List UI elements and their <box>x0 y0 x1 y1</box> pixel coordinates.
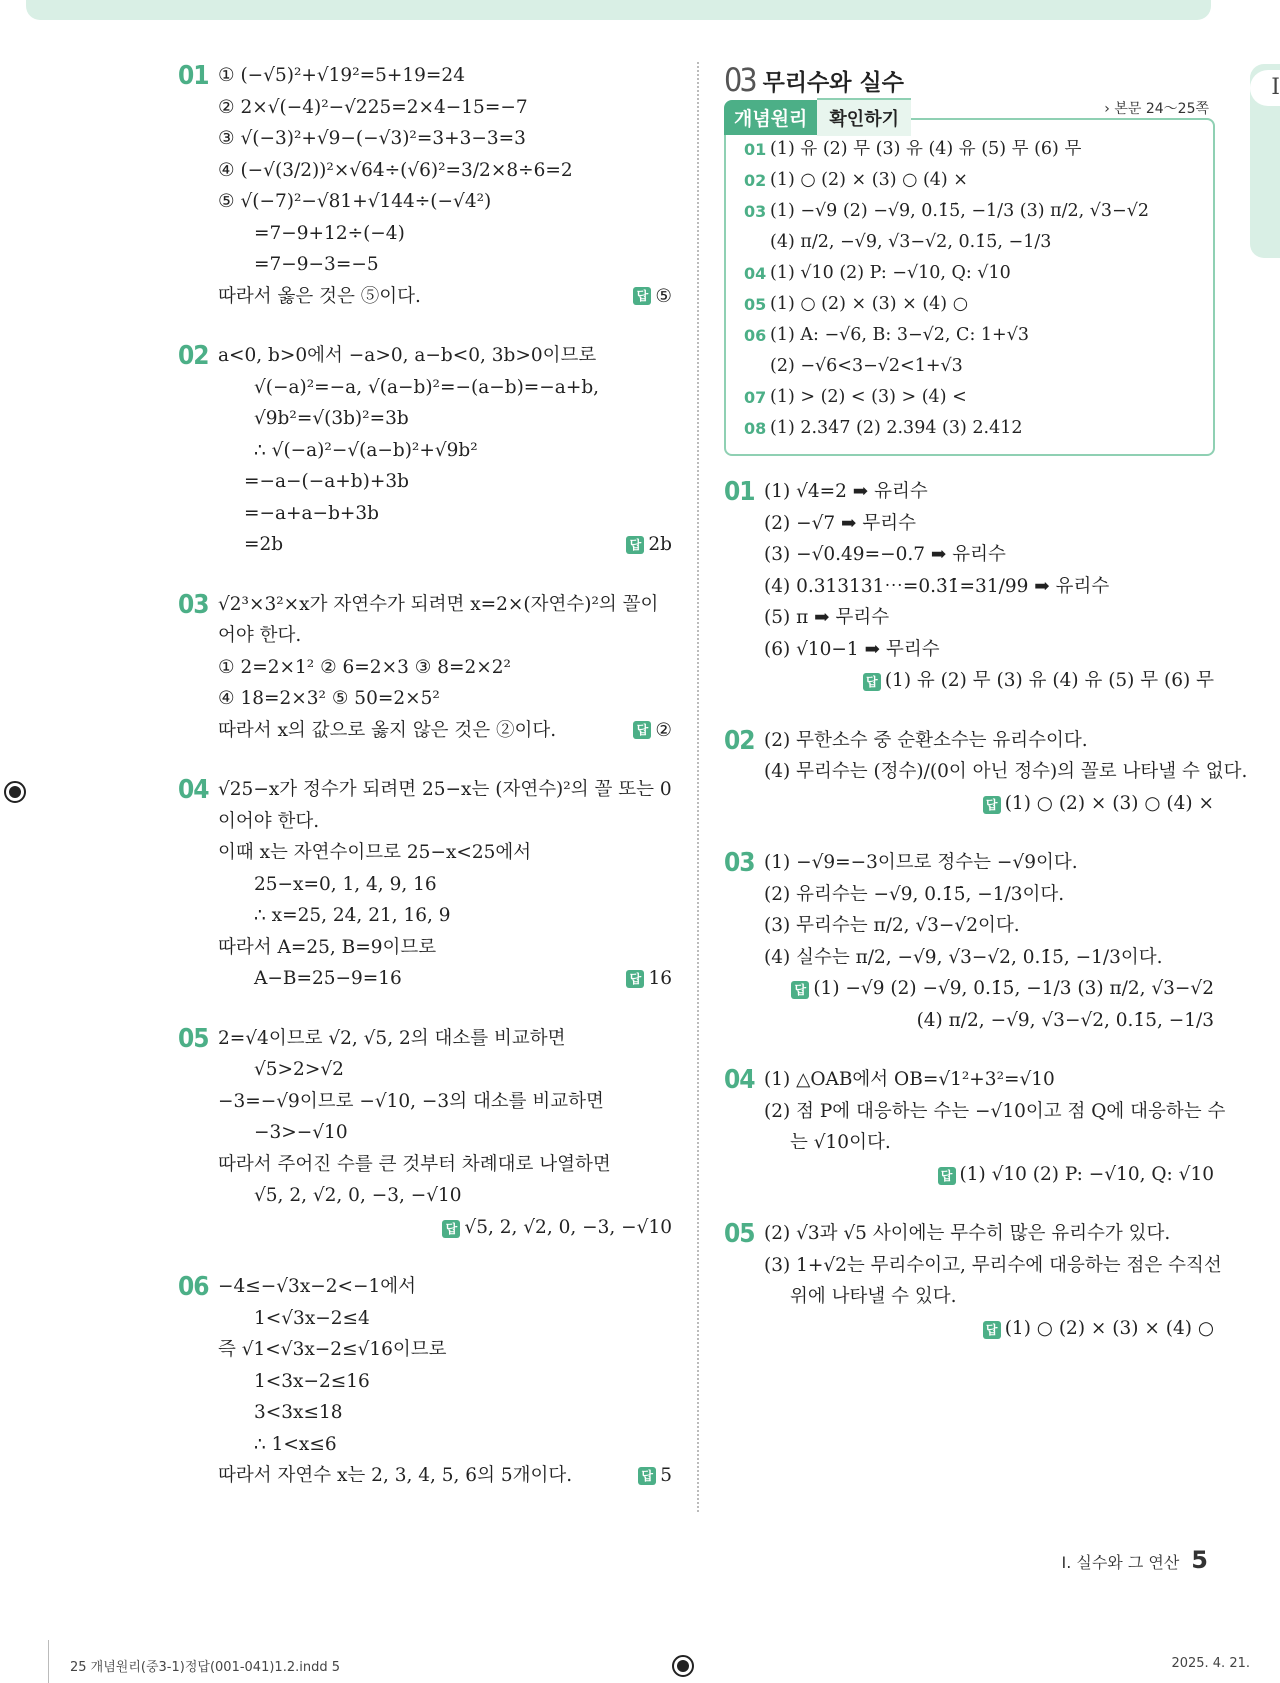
solution-line: ① 2=2×1² ② 6=2×3 ③ 8=2×2² <box>218 656 511 678</box>
page-number: 5 <box>1191 1546 1208 1574</box>
solution-line: √25−x가 정수가 되려면 25−x는 (자연수)²의 꼴 또는 0 <box>218 779 672 800</box>
answer-value: (1) ○ (2) × (3) × (4) ○ <box>1004 1317 1214 1339</box>
section-title <box>724 60 1214 100</box>
problem-number: 01 <box>178 61 209 91</box>
problem-number: 02 <box>724 725 755 756</box>
answer <box>626 963 672 995</box>
box-item-number <box>744 351 770 382</box>
box-item-text: (1) ○ (2) × (3) ○ (4) × <box>770 170 968 190</box>
answer-line <box>764 1005 1214 1037</box>
answer <box>633 281 672 313</box>
chapter-footer <box>1061 1546 1208 1574</box>
chapter-name: Ⅰ. 실수와 그 연산 <box>1061 1553 1180 1572</box>
solution-line: (4) 실수는 π/2, −√9, √3−√2, 0.1̇5̇, −1/3이다. <box>764 946 1163 968</box>
solution-line: =2b <box>244 534 284 555</box>
problem <box>178 1271 672 1492</box>
registration-mark-icon <box>4 781 26 803</box>
box-item-text: (1) 유 (2) 무 (3) 유 (4) 유 (5) 무 (6) 무 <box>770 139 1082 159</box>
solution-line: 따라서 자연수 x는 2, 3, 4, 5, 6의 5개이다. <box>218 1465 573 1486</box>
answer-icon: 답 <box>626 536 644 554</box>
solution-line: =−a−(−a+b)+3b <box>244 471 409 492</box>
answer-row <box>218 529 672 561</box>
answer-row <box>218 1460 672 1492</box>
answer-value: ② <box>655 719 672 741</box>
answer <box>626 529 672 561</box>
answer-value: 2b <box>648 534 672 555</box>
chapter-tab-label: Ⅰ <box>1250 70 1280 106</box>
answer-row <box>218 281 672 313</box>
solution-line: ∴ x=25, 24, 21, 16, 9 <box>254 905 451 926</box>
problem-number: 04 <box>178 775 209 805</box>
solution-line: (4) 무리수는 (정수)/(0이 아닌 정수)의 꼴로 나타낼 수 없다. <box>764 761 1248 782</box>
problem <box>724 847 1214 1036</box>
problem-body <box>724 1064 1226 1190</box>
solution-line: √9b²=√(3b)²=3b <box>254 408 409 429</box>
solution-line: √5>2>√2 <box>254 1059 344 1080</box>
answer-line <box>764 665 1214 697</box>
solution-line: (3) 1+√2는 무리수이고, 무리수에 대응하는 점은 수직선 <box>764 1254 1222 1276</box>
problem-body <box>178 60 672 312</box>
solution-line: (1) √4=2 ➡ 유리수 <box>764 481 928 502</box>
answer-icon: 답 <box>638 1467 656 1485</box>
solution-line: (4) 0.313131⋯=0.3̇1̇=31/99 ➡ 유리수 <box>764 575 1110 597</box>
answer-icon: 답 <box>626 970 644 988</box>
answer-icon: 답 <box>863 673 881 691</box>
section-number: 03 <box>724 61 755 99</box>
problem-body <box>724 476 1214 697</box>
solution-line: 따라서 A=25, B=9이므로 <box>218 936 437 958</box>
problem-number: 03 <box>178 589 209 620</box>
solution-line: −3>−√10 <box>254 1122 348 1143</box>
solution-line: √2³×3²×x가 자연수가 되려면 x=2×(자연수)²의 꼴이 <box>218 593 659 615</box>
problem-body <box>178 340 672 561</box>
solution-line: (1) −√9=−3이므로 정수는 −√9이다. <box>764 852 1078 873</box>
registration-mark-icon <box>672 1655 694 1677</box>
solution-line: −4≤−√3x−2<−1에서 <box>218 1276 417 1297</box>
box-item-text: (1) 2.347 (2) 2.394 (3) 2.412 <box>770 418 1023 438</box>
solution-line: (2) √3과 √5 사이에는 무수히 많은 유리수가 있다. <box>764 1223 1171 1244</box>
problem-body <box>724 1218 1222 1344</box>
solution-line: (2) 무한소수 중 순환소수는 유리수이다. <box>764 729 1088 751</box>
answer-icon: 답 <box>633 721 651 739</box>
problem <box>724 476 1214 697</box>
box-item-text: (2) −√6<3−√2<1+√3 <box>770 356 963 376</box>
box-tag-check: 확인하기 <box>817 98 911 136</box>
box-item-text: (1) √10 (2) P: −√10, Q: √10 <box>770 263 1011 283</box>
box-item-number: 05 <box>744 295 767 314</box>
solution-line: 3<3x≤18 <box>254 1402 343 1423</box>
box-item-number: 02 <box>744 171 767 190</box>
solution-line: (3) 무리수는 π/2, √3−√2이다. <box>764 915 1020 936</box>
box-item <box>744 196 1199 227</box>
answer-line <box>764 973 1214 1005</box>
solution-line: ⑤ √(−7)²−√81+√144÷(−√4²) <box>218 191 492 212</box>
answer-icon: 답 <box>983 1321 1001 1339</box>
solution-line: 이때 x는 자연수이므로 25−x<25에서 <box>218 842 532 863</box>
problem <box>724 1064 1226 1190</box>
solution-line: 위에 나타낼 수 있다. <box>790 1286 957 1307</box>
problem <box>724 1218 1222 1344</box>
problem <box>178 1023 672 1244</box>
solution-line: −3=−√9이므로 −√10, −3의 대소를 비교하면 <box>218 1090 604 1112</box>
solution-line: 2=√4이므로 √2, √5, 2의 대소를 비교하면 <box>218 1027 566 1049</box>
box-item <box>744 289 1199 320</box>
solution-line: 1<√3x−2≤4 <box>254 1307 370 1329</box>
answer-value: 16 <box>648 968 672 989</box>
solution-line: ④ 18=2×3² ⑤ 50=2×5² <box>218 688 440 709</box>
answer-value: ⑤ <box>655 285 672 307</box>
problem <box>178 60 672 312</box>
solution-line: (2) 유리수는 −√9, 0.1̇5̇, −1/3이다. <box>764 883 1065 905</box>
section-heading: 무리수와 실수 <box>762 69 904 96</box>
box-item <box>744 227 1199 258</box>
problem-body <box>724 725 1248 820</box>
problem-number: 01 <box>724 477 755 507</box>
answer-value: (1) ○ (2) × (3) ○ (4) × <box>1004 792 1214 814</box>
print-date: 2025. 4. 21. <box>1171 1656 1250 1671</box>
answer-row <box>218 715 672 747</box>
box-item-text: (1) A: −√6, B: 3−√2, C: 1+√3 <box>770 325 1029 345</box>
problem-body <box>724 847 1214 1036</box>
top-band <box>26 0 1211 20</box>
box-item <box>744 320 1199 351</box>
box-item-number: 08 <box>744 419 767 438</box>
answer <box>638 1460 672 1492</box>
solution-line: 이어야 한다. <box>218 810 320 832</box>
crop-line <box>48 1640 49 1683</box>
solution-line: 따라서 주어진 수를 큰 것부터 차례대로 나열하면 <box>218 1153 611 1175</box>
box-item-number: 04 <box>744 264 767 283</box>
answer-icon: 답 <box>633 287 651 305</box>
problem-body <box>178 1271 672 1492</box>
problem-number: 02 <box>178 341 209 371</box>
solution-line: √5, 2, √2, 0, −3, −√10 <box>254 1185 462 1206</box>
solution-line: 는 √10이다. <box>790 1132 891 1153</box>
answer-value: (1) −√9 (2) −√9, 0.1̇5̇, −1/3 (3) π/2, √3−√2 <box>813 978 1214 999</box>
box-item <box>744 413 1199 444</box>
solution-line: 어야 한다. <box>218 625 302 646</box>
answer <box>633 715 672 747</box>
box-item <box>744 351 1199 382</box>
page-reference <box>1104 98 1209 118</box>
solution-line: (2) 점 P에 대응하는 수는 −√10이고 점 Q에 대응하는 수 <box>764 1100 1226 1122</box>
solution-line: ④ (−√(3/2))²×√64÷(√6)²=3/2×8÷6=2 <box>218 159 573 181</box>
solution-line: =−a+a−b+3b <box>244 502 380 524</box>
solution-line: 따라서 x의 값으로 옳지 않은 것은 ②이다. <box>218 719 557 741</box>
answer-icon: 답 <box>442 1220 460 1238</box>
page-reference-text: 본문 24～25쪽 <box>1114 101 1209 117</box>
answer-line <box>764 788 1214 820</box>
box-item-text: (4) π/2, −√9, √3−√2, 0.1̇5̇, −1/3 <box>770 232 1052 252</box>
problem-body <box>178 774 672 995</box>
box-item-number: 06 <box>744 326 767 345</box>
answer-value: (1) √10 (2) P: −√10, Q: √10 <box>959 1163 1214 1185</box>
box-item <box>744 134 1199 165</box>
solution-line: ③ √(−3)²+√9−(−√3)²=3+3−3=3 <box>218 128 526 149</box>
box-item <box>744 165 1199 196</box>
problem-body <box>178 1023 672 1244</box>
problem <box>178 774 672 995</box>
chevron-right-icon: › <box>1104 101 1110 117</box>
solution-line: 1<3x−2≤16 <box>254 1370 370 1392</box>
solution-line: ∴ √(−a)²−√(a−b)²+√9b² <box>254 439 478 461</box>
answer-value: √5, 2, √2, 0, −3, −√10 <box>464 1216 672 1238</box>
problem-number: 03 <box>724 848 755 878</box>
problem <box>178 340 672 561</box>
problem-number: 05 <box>178 1023 209 1054</box>
solution-line: ① (−√5)²+√19²=5+19=24 <box>218 65 465 86</box>
problem <box>724 725 1248 820</box>
answer-line <box>764 1159 1214 1191</box>
box-item-text: (1) −√9 (2) −√9, 0.1̇5̇, −1/3 (3) π/2, √3−√2 <box>770 201 1150 221</box>
answer-line <box>764 1313 1214 1345</box>
problem-number: 04 <box>724 1065 755 1095</box>
problem-body <box>178 589 672 747</box>
solution-line: (1) △OAB에서 OB=√1²+3²=√10 <box>764 1069 1055 1090</box>
box-item-number: 01 <box>744 140 767 159</box>
answer-line <box>218 1212 672 1244</box>
answer-icon: 답 <box>983 796 1001 814</box>
problem <box>178 589 672 747</box>
solution-line: ② 2×√(−4)²−√225=2×4−15=−7 <box>218 96 528 118</box>
box-item-number: 03 <box>744 202 767 221</box>
solution-line: 즉 √1<√3x−2≤√16이므로 <box>218 1339 447 1360</box>
answer-value: (1) 유 (2) 무 (3) 유 (4) 유 (5) 무 (6) 무 <box>884 670 1214 691</box>
problem-number: 05 <box>724 1219 755 1249</box>
solution-line: ∴ 1<x≤6 <box>254 1433 337 1455</box>
solution-line: (2) −√7 ➡ 무리수 <box>764 512 917 534</box>
box-item-number <box>744 227 770 258</box>
answer-value: 5 <box>660 1465 672 1486</box>
answer-value: (4) π/2, −√9, √3−√2, 0.1̇5̇, −1/3 <box>916 1009 1214 1031</box>
answer-icon: 답 <box>791 981 809 999</box>
answer-icon: 답 <box>938 1167 956 1185</box>
right-column <box>724 60 1248 1372</box>
box-item-text: (1) ○ (2) × (3) × (4) ○ <box>770 294 968 314</box>
solution-line: √(−a)²=−a, √(a−b)²=−(a−b)=−a+b, <box>254 376 600 398</box>
solution-line: 따라서 옳은 것은 ⑤이다. <box>218 285 421 307</box>
box-header <box>724 98 911 136</box>
column-divider <box>697 62 699 1512</box>
solution-line: (5) π ➡ 무리수 <box>764 607 890 628</box>
box-item <box>744 258 1199 289</box>
problem-number: 06 <box>178 1272 209 1302</box>
solution-line: =7−9−3=−5 <box>254 254 379 275</box>
solution-line: (3) −√0.49=−0.7 ➡ 유리수 <box>764 544 1006 565</box>
solution-line: 25−x=0, 1, 4, 9, 16 <box>254 873 437 895</box>
file-info: 25 개념원리(중3-1)정답(001-041)1.2.indd 5 <box>70 1660 340 1675</box>
solution-line: =7−9+12÷(−4) <box>254 222 405 244</box>
solution-line: a<0, b>0에서 −a>0, a−b<0, 3b>0이므로 <box>218 345 597 366</box>
box-item-number: 07 <box>744 388 767 407</box>
solution-line: (6) √10−1 ➡ 무리수 <box>764 638 940 660</box>
solution-line: A−B=25−9=16 <box>254 968 402 989</box>
concept-check-box <box>724 101 1215 456</box>
box-item-text: (1) > (2) < (3) > (4) < <box>770 387 967 407</box>
answer-row <box>218 963 672 995</box>
box-item <box>744 382 1199 413</box>
box-tag-concept: 개념원리 <box>724 100 817 135</box>
left-column <box>178 60 672 1520</box>
